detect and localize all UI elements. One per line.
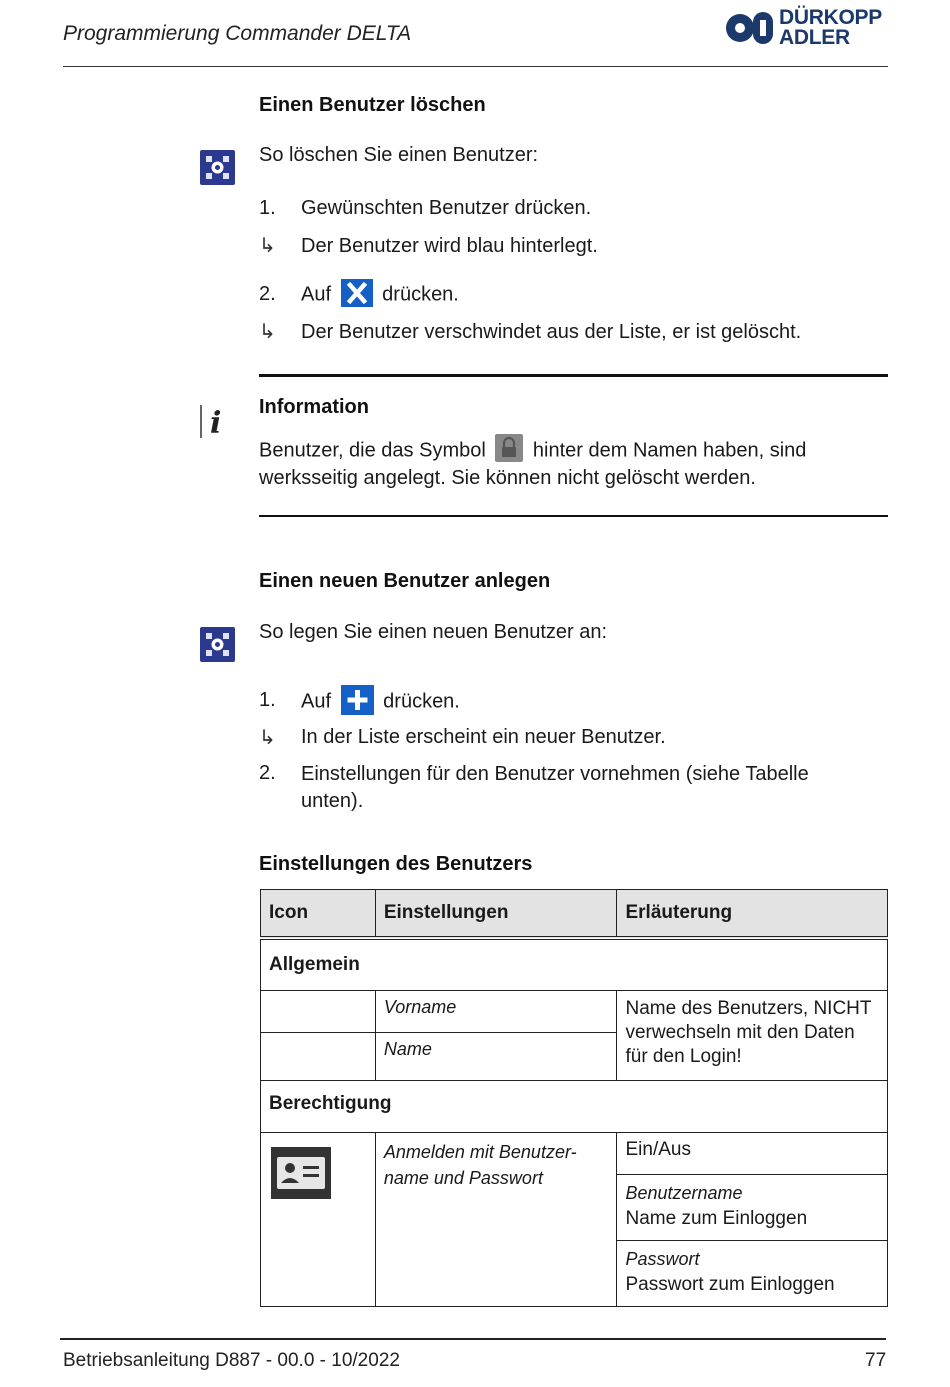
info-icon <box>200 403 236 439</box>
lock-icon <box>495 434 523 462</box>
info-bottom-rule <box>259 515 888 517</box>
name-explain-line3: für den Login! <box>625 1045 742 1067</box>
table-cell-ein-aus: Ein/Aus <box>617 1132 888 1174</box>
table-cell-empty <box>261 1032 376 1080</box>
result-arrow-icon: ↳ <box>259 321 276 343</box>
id-card-icon <box>271 1147 331 1199</box>
table-cell-benutzername <box>617 1174 888 1240</box>
table-header-explanation: Erläuterung <box>617 890 888 939</box>
result-arrow-icon: ↳ <box>259 727 276 749</box>
step-text-after: drücken. <box>382 283 459 306</box>
info-text-before: Benutzer, die das Symbol <box>259 439 486 462</box>
footer-rule <box>60 1338 886 1340</box>
step-number: 2. <box>259 283 276 305</box>
tool-settings-icon <box>200 627 235 662</box>
step-number: 1. <box>259 197 276 219</box>
step-text <box>301 687 460 717</box>
brand-logo <box>724 6 894 50</box>
section-create-heading: Einen neuen Benutzer anlegen <box>259 570 551 592</box>
section-delete-intro: So löschen Sie einen Benutzer: <box>259 144 539 166</box>
info-text-line2: werksseitig angelegt. Sie können nicht gelöscht werden. <box>259 467 756 489</box>
section-delete-heading: Einen Benutzer löschen <box>259 94 486 116</box>
footer-doc-info: Betriebsanleitung D887 - 00.0 - 10/2022 <box>63 1350 400 1371</box>
table-header-settings: Einstellungen <box>375 890 617 939</box>
svg-text:i: i <box>210 406 222 439</box>
step-number: 1. <box>259 689 276 711</box>
logo-line1: DÜRKOPP <box>779 6 882 29</box>
login-setting-line2: name und Passwort <box>383 1167 543 1188</box>
add-plus-icon <box>341 685 374 715</box>
step-result: Der Benutzer verschwindet aus der Liste, er ist gelöscht. <box>301 321 802 343</box>
benutzername-text: Name zum Einloggen <box>625 1207 808 1229</box>
step-text-line2: unten). <box>301 790 364 812</box>
login-setting-line1: Anmelden mit Benutzer- <box>383 1141 577 1162</box>
header-title: Programmierung Commander DELTA <box>63 22 412 45</box>
logo-line2: ADLER <box>779 26 850 49</box>
table-cell-name: Name <box>375 1032 617 1080</box>
table-cell-name-explain <box>617 990 888 1080</box>
page-number: 77 <box>865 1350 887 1371</box>
passwort-text: Passwort zum Einloggen <box>625 1273 835 1295</box>
name-explain-line2: verwechseln mit den Daten <box>625 1021 855 1043</box>
tool-settings-icon <box>200 150 235 185</box>
benutzername-label: Benutzername <box>625 1182 743 1203</box>
info-top-rule <box>259 374 888 377</box>
table-cell-login-setting <box>375 1132 617 1306</box>
table-cell-vorname: Vorname <box>375 990 617 1032</box>
table-cell-passwort <box>617 1240 888 1306</box>
step-text: Gewünschten Benutzer drücken. <box>301 197 592 219</box>
step-text-line1: Einstellungen für den Benutzer vornehmen (siehe Tabelle <box>301 763 809 785</box>
logo-mark-icon <box>724 6 776 50</box>
passwort-label: Passwort <box>625 1248 700 1269</box>
table-header-icon: Icon <box>261 890 376 939</box>
table-group-general: Allgemein <box>261 938 888 990</box>
table-group-permission: Berechtigung <box>261 1080 888 1132</box>
step-text-after: drücken. <box>383 690 460 713</box>
table-cell-icon <box>261 1132 376 1306</box>
info-text-after: hinter dem Namen haben, sind <box>532 439 807 462</box>
step-result: In der Liste erscheint ein neuer Benutzer. <box>301 726 666 748</box>
info-heading: Information <box>259 396 369 418</box>
step-text-before: Auf <box>301 283 332 306</box>
step-text-before: Auf <box>301 690 332 713</box>
step-text <box>301 281 459 309</box>
delete-x-icon <box>341 279 373 307</box>
header-rule <box>63 66 888 67</box>
step-result: Der Benutzer wird blau hinterlegt. <box>301 235 598 257</box>
name-explain-line1: Name des Benutzers, NICHT <box>625 997 872 1019</box>
step-number: 2. <box>259 762 276 784</box>
result-arrow-icon: ↳ <box>259 235 276 257</box>
table-cell-empty <box>261 990 376 1032</box>
table-caption: Einstellungen des Benutzers <box>259 853 533 875</box>
settings-table <box>260 889 888 1307</box>
info-text-line1 <box>259 437 806 465</box>
section-create-intro: So legen Sie einen neuen Benutzer an: <box>259 621 608 643</box>
